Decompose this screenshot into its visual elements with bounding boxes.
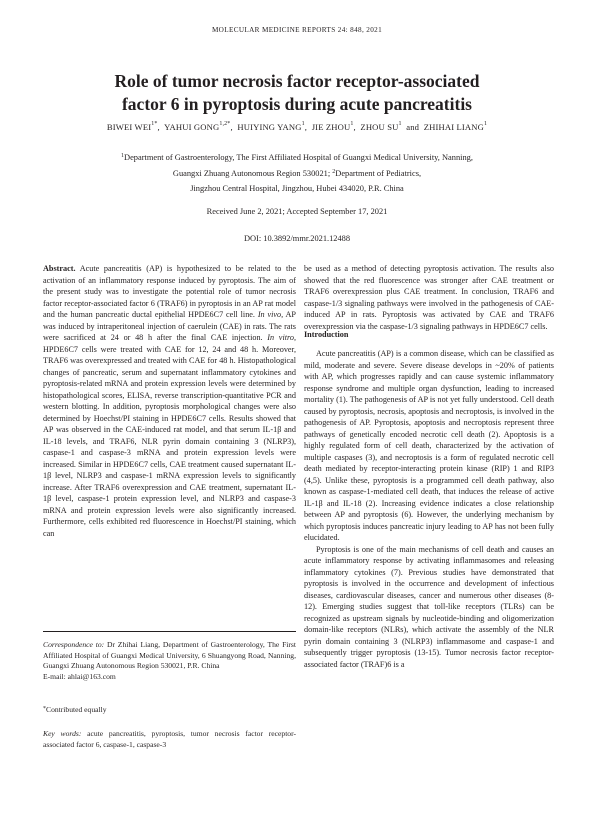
author-affil-mark: 1* bbox=[151, 121, 158, 127]
intro-paragraph: Acute pancreatitis (AP) is a common disease, which can be classified as mild, moderate and severe. Severe disease develops in ~20% of patients with AP, which progresses rapidly and can cause systemic inflammatory response syndrome and multiple organ dysfunction, leading to increased mortality (1). The pathogenesis of AP is not yet fully understood. Cell death caused by pyroptosis, necrosis, apoptosis and necroptosis, is involved in the pathogenesis of AP. Pyroptosis, apoptosis and necroptosis represent three pathways of genetically encoded necrotic cell death (2). Apoptosis is a highly regulated form of cell death, characterized by the activation of multiple caspases (3), and necroptosis is a form of regulated necrotic cell death mediated by receptor-interacting protein kinase (RIP) 1 and RIP3 (4,5). Unlike these, pyroptosis is a programmed cell death pathway, also known as caspase-1-mediated cell death, that induces the release of active IL-1β and IL-18 (2). Increasing evidence indicates a close relationship between AP and pyroptosis (6). However, the underlying mechanism by which pyroptosis induces pancreatic injury leading to AP has not been fully elucidated. bbox=[304, 349, 554, 542]
abstract-in-vitro: In vitro, bbox=[267, 333, 297, 342]
journal-header: MOLECULAR MEDICINE REPORTS 24: 848, 2021 bbox=[211, 26, 383, 34]
author-name: JIE ZHOU bbox=[311, 122, 351, 132]
author-name: BIWEI WEI bbox=[106, 122, 152, 132]
author-conjunction: and bbox=[406, 122, 420, 132]
author-name: YAHUI GONG bbox=[164, 122, 220, 132]
correspondence-email[interactable]: E-mail: ahlai@163.com bbox=[43, 671, 116, 681]
author-list: BIWEI $WEI^{1*}$, YAHUI $GONG^{1,2*}$, HUIYING YANG$^1$, JIE ZHOU$^1$, ZHOU $SU^1$ and ZHIHAI LIANG$^1$ bbox=[106, 121, 488, 132]
affiliations bbox=[70, 150, 524, 197]
author-affil-mark: 1 bbox=[301, 121, 305, 127]
abstract bbox=[43, 263, 296, 539]
contrib-text: Contributed equally bbox=[46, 705, 107, 714]
abstract-text: AP was induced by intraperitoneal injection of caerulein (CAE) in rats. The rats were sacrificed at 24 or 48 h after the final CAE injection. bbox=[43, 310, 296, 342]
abstract-text: Acute pancreatitis (AP) is hypothesized to be related to the activation of an inflammatory response induced by pyroptosis. The aim of the present study was to investigate the potential role of tumor necrosis factor receptor-associated factor 6 (TRAF6) in pyroptosis in an AP rat model and the human pancreatic ductal epithelial HPDE6C7 cell line. bbox=[43, 264, 296, 319]
title-line-2: factor 6 in pyroptosis during acute pancreatitis bbox=[121, 94, 472, 114]
abstract-continued bbox=[304, 263, 554, 332]
author-name: ZHOU SU bbox=[360, 122, 399, 132]
received-accepted-dates: Received June 2, 2021; Accepted September 17, 2021 bbox=[206, 207, 388, 216]
correspondence-text: Dr Zhihai Liang, Department of Gastroenterology, The First Affiliated Hospital of Guangxi Medical University, 6 Shuangyong Road, Nanning, Guangxi Zhuang Autonomous Region 530021, P.R. China bbox=[43, 640, 297, 671]
abstract-label: Abstract. bbox=[43, 264, 76, 273]
section-heading-introduction: Introduction bbox=[304, 330, 349, 339]
affiliation-line: Department of Gastroenterology, The First Affiliated Hospital of Guangxi Medical University, Nanning, bbox=[124, 153, 473, 162]
title-line-1: Role of tumor necrosis factor receptor-associated bbox=[114, 71, 480, 91]
paper-title bbox=[60, 70, 534, 116]
abstract-text: HPDE6C7 cells were treated with CAE for 12, 24 and 48 h. Moreover, TRAF6 was overexpressed and treated with CAE for 48 h. Histopathological changes of pancreatic, serum and supernatant inflammatory cytokines and pyroptosis-related mRNA and protein expression levels were determined by histopathological scores, ELISA, reverse transcription-quantitative PCR and western blotting. In addition, pyroptosis morphological changes were also determined by Hoechst/PI staining in HPDE6C7 cells. Results showed that AP was observed in the CAE-induced rat model, and that serum IL-1β and IL-18 levels, and TRAF6, NLR pyrin domain containing 3 (NLRP3), caspase-1 and caspase-3 mRNA and protein expression levels were increased. Similar in HPDE6C7 cells, CAE treatment caused supernatant IL-1β level, NLRP3 and caspase-1 mRNA expression levels to significantly increase. After TRAF6 overexpression and CAE treatment, supernatant IL-1β level, caspase-1 protein expression level, and NLRP3 and caspase-3 mRNA and protein expression levels were also significantly increased. Furthermore, cells exhibited red fluorescence in Hoechst/PI staining, which can bbox=[43, 344, 296, 538]
author-affil-mark: 1,2* bbox=[219, 121, 231, 127]
contrib-mark: * bbox=[43, 706, 46, 712]
correspondence-footnote bbox=[43, 640, 296, 682]
abstract-continued-text: be used as a method of detecting pyroptosis activation. The results also showed that the red fluorescence was stronger after CAE treatment or TRAF6 overexpression plus CAE treatment. In conclusion, TRAF6 and caspase-1/3 signaling pathways were involved in the pathogenesis of CAE-induced AP in rats. Pyroptosis was activated by CAE and TRAF6 overexpression via the caspase-1/3 signaling pathways in HPDE6C7 cells. bbox=[304, 264, 554, 331]
contribution-footnote bbox=[43, 705, 296, 716]
affiliation-line: Guangxi Zhuang Autonomous Region 530021; bbox=[172, 168, 331, 178]
correspondence-label: Correspondence to: bbox=[43, 640, 105, 649]
doi-link[interactable]: DOI: 10.3892/mmr.2021.12488 bbox=[243, 234, 351, 243]
keywords-label: Key words: bbox=[43, 729, 82, 738]
affil-mark: 2 bbox=[332, 168, 336, 175]
abstract-in-vivo: In vivo, bbox=[257, 310, 284, 319]
author-affil-mark: 1 bbox=[398, 121, 402, 127]
footnote-divider bbox=[43, 631, 296, 632]
author-name: HUIYING YANG bbox=[237, 122, 302, 132]
author-affil-mark: 1 bbox=[350, 121, 354, 127]
affiliation-line: Jingzhou Central Hospital, Jingzhou, Hubei 434020, P.R. China bbox=[190, 184, 404, 193]
introduction-body bbox=[304, 348, 554, 670]
author-name: ZHIHAI LIANG bbox=[423, 122, 484, 132]
keywords-footnote bbox=[43, 729, 296, 750]
affiliation-line: Department of Pediatrics, bbox=[335, 168, 422, 178]
author-affil-mark: 1 bbox=[484, 121, 488, 127]
keywords-text: acute pancreatitis, pyroptosis, tumor necrosis factor receptor-associated factor 6, caspase-1, caspase-3 bbox=[43, 729, 297, 749]
affil-mark: 1 bbox=[121, 153, 125, 159]
intro-paragraph: Pyroptosis is one of the main mechanisms of cell death and causes an acute inflammatory response by activating inflammasomes and releasing inflammatory cytokines (7). Previous studies have demonstrated that pyroptosis is involved in the occurrence and development of infectious diseases, cardiovascular diseases, cancer and numerous other diseases (8-12). Emerging studies suggest that toll-like receptors (TLRs) can be recognized as upstream signals by nucleotide-binding and oligomerization domain-like receptors (NLRs), which activate the assembly of the NLR pyrin domain containing 3 (NLRP3) inflammasome and caspase-1 and subsequently trigger pyroptosis (13-15). Tumor necrosis factor receptor-associated factor (TRAF)6 is a bbox=[304, 544, 554, 669]
